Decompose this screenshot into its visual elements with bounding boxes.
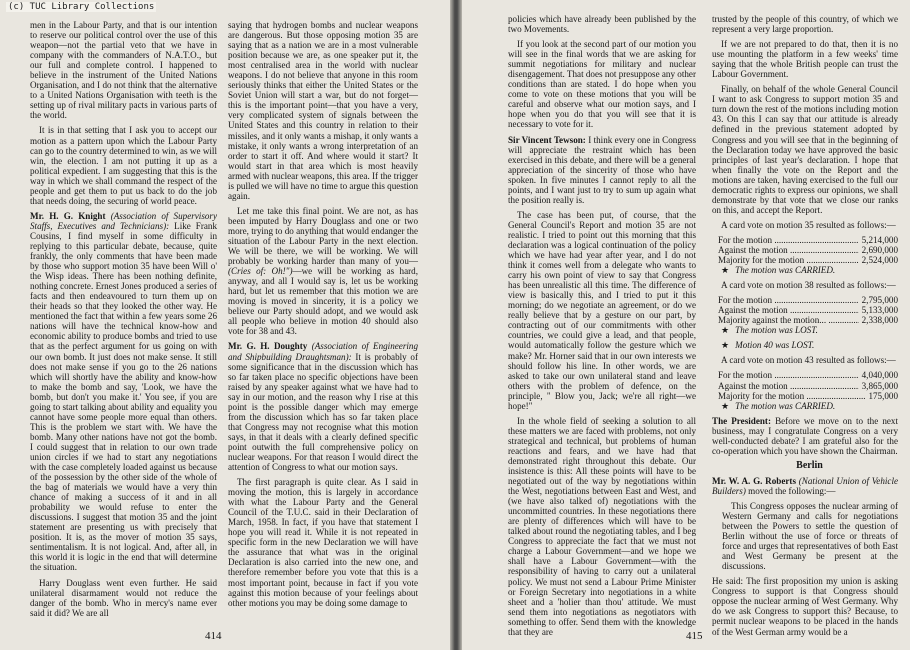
motion-text: This Congress opposes the nuclear arming of Western Germany and calls for negotiations between the Powers to settle the question of Berlin without the use of force or threats of force and urges that representatives of both East and West Germany be present at the discussions. <box>722 500 898 572</box>
speech-president <box>712 416 898 456</box>
vote-result <box>712 265 898 275</box>
vote-row <box>712 295 898 305</box>
left-column-2 <box>228 20 418 613</box>
star-icon: ★ <box>721 400 730 411</box>
paragraph: In the whole field of seeking a solution to all these matters we are faced with problems, not only strategical and technical, but problems of human reactions and fears, and we have had that demonstrated right throughout this debate. Our insistence is this: All these points will have to be negotiated out of the way by negotiations within the West, negotiations between East and West, and (we have also talked of) negotiations with the uncommitted countries. In these negotiations there are plenty of differences which will have to be talked about round the negotiating tables, and I beg Congress to appreciate the fact that we must not charge a Labour Government—and we hope we shall have a Labour Government—with the responsibility of having to carry out a unilateral policy. We must not send a Labour Prime Minister or Foreign Secretary into negotiations in a white sheet and a 'holier than thou' attitude. We must send them into negotiations as negotiators with something to offer. Send them with the knowledge that they are <box>508 415 696 637</box>
paragraph <box>228 206 418 337</box>
right-column-1 <box>508 14 696 642</box>
paragraph: trusted by the people of this country, of which we represent a very large proportion. <box>712 14 898 35</box>
text-segment: Let me take this final point. We are not, as has been imputed by Harry Douglass and one or two more, trying to do anything that would endanger the situation of the Labour Party in the next election. We will be there, we will be working. We will probably be working harder than many of you— <box>228 205 418 267</box>
vote-result <box>712 340 898 350</box>
star-icon: ★ <box>721 265 730 276</box>
vote-intro: A card vote on motion 35 resulted as follows:— <box>721 219 896 230</box>
vote-label: Majority against the motion... ..... <box>718 315 859 325</box>
vote-result <box>712 325 898 335</box>
paragraph: If you look at the second part of our motion you will see in the final words that we are asking for summit negotiations for military and nuclear disengagement. That does not presuppose any other conditions than are stated. I do hope when you come to vote on these motions that you will be careful and observe what our motion says, and I hope when you do that you will see that it is necessary to vote for it. <box>508 39 696 130</box>
speaker-name: Sir Vincent Tewson: <box>508 134 586 145</box>
paragraph: policies which have already been published by the two Movements. <box>508 14 696 35</box>
speaker-org: (National Union of Vehicle Builders) <box>712 475 899 496</box>
star-icon: ★ <box>721 325 730 336</box>
vote-value: 2,524,000 <box>861 255 898 266</box>
result-text: The motion was LOST. <box>735 325 818 336</box>
vote-label: Against the motion ..... <box>718 305 859 315</box>
result-text: The motion was CARRIED. <box>735 265 836 276</box>
vote-value: 2,690,000 <box>861 244 898 255</box>
paragraph <box>508 210 696 411</box>
vote-value: 2,338,000 <box>861 315 898 326</box>
speech-text: I think every one in Congress will appreciate the restraint which has been exercised in this debate, and there will be a general appreciation of the sincerity of those who have spoken. In five minutes I cannot reply to all the points, and I want just to try to sum up again what the position really is. <box>508 134 697 205</box>
vote-value: 175,000 <box>868 390 898 401</box>
quotation: " Blow you, Jack; we're all right—we hope!" <box>508 390 696 411</box>
book-gutter <box>450 0 462 650</box>
vote-label: Against the motion ..... <box>718 381 859 391</box>
paragraph: It is in that setting that I ask you to accept our motion as a pattern upon which the Labour Party can go to the country determined to win, as we will win, the election. I am not putting it up as a political expedient. I am suggesting that this is the way in which we shall command the respect of the people and get them to put us back to do the job that needs doing, the securing of world peace. <box>30 125 217 206</box>
star-icon: ★ <box>721 340 730 351</box>
vote-label: Majority for the motion ..... <box>718 391 865 401</box>
paragraph: Finally, on behalf of the whole General Council I want to ask Congress to support motion 35 and turn down the rest of the motions including motion 43. On this I can say that our attitude is already defined in the previous statement adopted by Congress and you will see that in the beginning of the Declaration today we have approved the basic principles of last year's declaration. I hope that when finally the vote on the Report and the motions are taken, having exercised to the full our democratic rights to express our opinions, we shall demonstrate by that vote that we close our ranks on this, and accept the Report. <box>712 84 898 215</box>
speaker-org: (Association of Supervisory Staffs, Executives and Technicians): <box>30 210 217 231</box>
paragraph: saying that hydrogen bombs and nuclear weapons are dangerous. But those opposing motion 35 are saying that as a nation we are in a most vulnerable position because we are, as one speaker put it, the most centralised area in the world with nuclear weapons. I do not believe that anyone in this room seriously thinks that either the United States or the Soviet Union will start a war, but do not forget—this is the important point—that you have a very, very complicated system of signals between the United States and this country in relation to their missiles, and it only wants a mishap, it only wants a mistake, it only wants a wrong interpretation of an order to start it off. And where would it start? It would start in that area which is most heavily armed with nuclear weapons, this area. If the trigger is pulled we will have no time to argue this question again. <box>228 20 418 201</box>
section-title: Berlin <box>796 459 823 471</box>
vote-row <box>712 391 898 401</box>
vote-row <box>712 305 898 315</box>
vote-row <box>712 235 898 245</box>
result-text: The motion was CARRIED. <box>735 400 836 411</box>
vote-row <box>712 315 898 325</box>
interjection: (Cries of: Oh!") <box>228 266 293 277</box>
paragraph: He said: The first proposition my union is asking Congress to support is that Congress should oppose the nuclear arming of West Germany. Why do we ask Congress to support this? Because, to permit nuclear weapons to be placed in the hands of the West German army would be a <box>712 576 898 637</box>
speaker-org: (Association of Engineering and Shipbuilding Draughtsman): <box>228 341 418 362</box>
paragraph: If we are not prepared to do that, then it is no use mounting the platform in a few weeks' time saying that the whole British people can trust the Labour Government. <box>712 39 898 80</box>
speech-text: Before we move on to the next business, may I congratulate Congress on a very well-conducted debate? I am grateful also for the co-operation which you have shown the Chairman. <box>712 415 899 456</box>
left-column-1 <box>30 20 217 623</box>
speech-doughty <box>228 341 418 472</box>
vote-row <box>712 245 898 255</box>
result-text: Motion 40 was LOST. <box>735 340 815 351</box>
vote-label: For the motion ..... <box>718 235 859 245</box>
paragraph: The first paragraph is quite clear. As I said in moving the motion, this is largely in accordance with what the Labour Party and the General Council of the T.U.C. said in their Declaration of March, 1958. In fact, if you have that statement I hope you will read it. While it is not repeated in specific form in the new Declaration we will have the assurance that what was in the original Declaration is also carried into the new one, and therefore remember before you vote that this is a most important point, because in fact if you vote against this motion because of your feelings about other motions you may be doing some damage to <box>228 477 418 608</box>
speech-text: Like Frank Cousins, I find myself in some difficulty in replying to this particular debate, because, quite frankly, the only comments that have been made by those who support motion 35 have been Will o' the Wisp ideas. There has been nothing definite, nothing concrete. Ernest Jones produced a series of facts and then endeavoured to turn them up on their heads so that they looked the other way. He mentioned the fact that within a few years some 26 nations will have the technical know-how and economic ability to produce bombs and tried to use that as the perfect argument for us going on with our own bomb. It just does not make sense. It still does not make sense if you go to the 26 nations which will shortly have the ability and know-how to make the bomb and say, 'Look, we have the bomb, but don't you make it.' You see, if you are going to start talking about ability and equality you cannot have some people more equal than others. This is the problem we start with. We have the bomb. Many other nations have not got the bomb. I could suggest that in relation to our own trade union circles if we had to start any negotiations with the case completely loaded against us because of the possession by the other side of the whole of the bag of materials we would have a very thin chance of making a success of it and in all probability we would refuse to enter the discussions. I suggest that motion 35 and the joint statement are presenting us with precisely that position. It is, as the mover of motion 35 says, sentimentalism. It is not logical. And, after all, in this world it is logic in the end that will determine the situation. <box>30 220 218 573</box>
vote-value: 2,795,000 <box>861 295 898 306</box>
page-number: 414 <box>205 630 222 642</box>
vote-row <box>712 381 898 391</box>
vote-intro: A card vote on motion 43 resulted as follows:— <box>721 355 896 366</box>
speech-text: moved the following:— <box>748 485 836 496</box>
speech-text: It is probably of some significance that in the discussion which has so far taken place no specific objections have been raised by any speaker against what we have had to say in our motion, and the reason why I rise at this point is the possible danger which may emerge from the discussion which has so far taken place that Congress may not recognise what this motion says, in that it deals with a clearly defined specific point outwith the full comprehensive policy on nuclear weapons. For that reason I would direct the attention of Congress to what our motion says. <box>228 351 418 473</box>
speaker-name: Mr. W. A. G. Roberts <box>712 475 796 486</box>
vote-intro: A card vote on motion 38 resulted as follows:— <box>721 280 896 291</box>
vote-value: 5,214,000 <box>861 234 898 245</box>
left-page <box>0 0 450 650</box>
watermark: (c) TUC Library Collections <box>8 2 155 12</box>
right-column-2 <box>712 14 898 642</box>
vote-value: 5,133,000 <box>861 305 898 316</box>
text-segment: The case has been put, of course, that the General Council's Report and motion 35 are not realistic. I tried to point out this morning that this declaration was a logical continuation of the policy which we have had year after year, and I do not think it comes well from a delegate who wants to carry his own point of view to say that Congress has been unrealistic all this time. The difference of view is basically this, and I tried to put it this morning; do we negotiate an agreement, or do we really believe that by a gesture on our part, by contracting out of our commitments with other countries, we could give a lead, and that people, would automatically follow the gesture which we make? Mr. Horner said that in our own interests we should follow his line. In other words, we are asked to take our own unilateral stand and leave others with the problem of defence, on the principle, <box>508 209 696 401</box>
speaker-name: Mr. G. H. Doughty <box>228 341 308 352</box>
vote-row <box>712 370 898 380</box>
vote-label: For the motion ..... <box>718 370 859 380</box>
right-page <box>462 0 910 650</box>
page-number: 415 <box>686 630 703 642</box>
speaker-name: The President: <box>712 415 771 426</box>
vote-label: For the motion ..... <box>718 295 859 305</box>
vote-value: 3,865,000 <box>861 380 898 391</box>
speech-knight <box>30 211 217 573</box>
paragraph: men in the Labour Party, and that is our intention to reserve our political control over the use of this weapon—not the partial veto that we have in company with the commanders of N.A.T.O., but our full and complete control. I happened to believe in the instrument of the United Nations Organisation, and I do not think that the alternative to a United Nations Organisation with teeth is the setting up of rival military pacts in various parts of the world. <box>30 20 217 121</box>
vote-value: 4,040,000 <box>861 370 898 381</box>
paragraph: Harry Douglass went even further. He said unilateral disarmament would not reduce the danger of the bomb. Who in mercy's name ever said it did? We are all <box>30 577 217 618</box>
vote-result <box>712 401 898 411</box>
speaker-name: Mr. H. G. Knight <box>30 210 106 221</box>
text-segment: —we will be working as hard, anyway, and all I would say is, let us be working hard, but let us remember that this motion we are moving is moved in sincerity, it is a policy we believe our Party should adopt, and we would ask all people who believe in motion 40 should also vote for 38 and 43. <box>228 266 418 337</box>
speech-tewson <box>508 135 696 205</box>
vote-row <box>712 255 898 265</box>
vote-label: Against the motion ..... <box>718 245 859 255</box>
speech-roberts <box>712 476 898 496</box>
vote-label: Majority for the motion ..... <box>718 255 859 265</box>
